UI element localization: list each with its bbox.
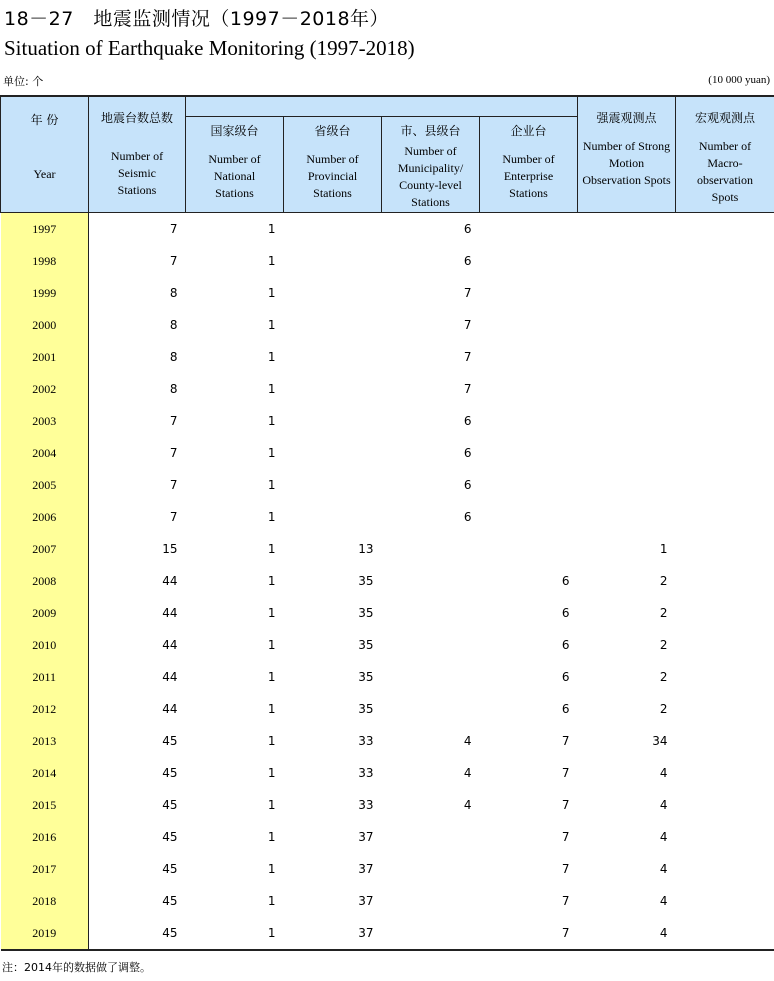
enterprise-cell (480, 437, 578, 469)
year-cell: 2003 (1, 405, 89, 437)
unit-label-english: (10 000 yuan) (708, 74, 770, 86)
table-row (1, 405, 774, 437)
table-row (1, 533, 774, 565)
table-row (1, 501, 774, 533)
year-cell: 2001 (1, 341, 89, 373)
macro-cell (676, 469, 774, 501)
year-cell: 2016 (1, 821, 89, 853)
enterprise-cell (480, 309, 578, 341)
table-header (1, 96, 774, 213)
macro-cell (676, 693, 774, 725)
municipal-cell: 7 (463, 382, 472, 396)
enterprise-cell: 7 (480, 917, 578, 950)
strong-cell: 2 (659, 670, 668, 684)
header-national-en: Number of National Stations (208, 152, 261, 200)
year-cell: 1997 (1, 213, 89, 246)
provincial-cell: 35 (358, 606, 374, 620)
strong-cell (578, 469, 676, 501)
provincial-cell: 33 (358, 798, 374, 812)
national-cell: 1 (267, 798, 276, 812)
enterprise-cell: 7 (561, 798, 570, 812)
year-cell: 2019 (1, 917, 89, 950)
macro-cell (676, 885, 774, 917)
table-row (1, 821, 774, 853)
header-municipal-cn: 市、县级台 (400, 124, 461, 138)
table-row (1, 789, 774, 821)
provincial-cell: 35 (358, 574, 374, 588)
provincial-cell: 37 (284, 917, 382, 950)
strong-cell (578, 373, 676, 405)
macro-cell (676, 597, 774, 629)
footnote: 注：2014年的数据做了调整。 (2, 961, 151, 974)
national-cell: 1 (186, 213, 284, 246)
header-municipal-en: Number of Municipality/ County-level Stations (397, 144, 464, 209)
total-cell: 45 (162, 734, 178, 748)
year-cell: 1999 (1, 277, 89, 309)
national-cell: 1 (267, 254, 276, 268)
macro-cell (676, 789, 774, 821)
header-strong-en: Number of Strong Motion Observation Spots (582, 139, 671, 187)
header-macro-en: Number of Macro-observation Spots (697, 139, 753, 204)
municipal-cell: 6 (463, 478, 472, 492)
enterprise-cell: 6 (561, 574, 570, 588)
national-cell: 1 (267, 478, 276, 492)
national-cell: 1 (267, 638, 276, 652)
table-row (1, 213, 774, 246)
provincial-cell: 35 (358, 702, 374, 716)
national-cell: 1 (267, 510, 276, 524)
table-row (1, 917, 774, 950)
enterprise-cell (480, 501, 578, 533)
year-cell: 2002 (1, 373, 89, 405)
municipal-cell: 6 (463, 510, 472, 524)
header-municipal (382, 117, 480, 213)
total-cell: 7 (169, 414, 178, 428)
provincial-cell: 37 (358, 894, 374, 908)
national-cell: 1 (267, 350, 276, 364)
national-cell: 1 (267, 446, 276, 460)
macro-cell (676, 629, 774, 661)
provincial-cell (284, 277, 382, 309)
enterprise-cell: 7 (561, 830, 570, 844)
macro-cell (676, 245, 774, 277)
macro-cell (676, 341, 774, 373)
header-macro (676, 96, 774, 213)
table-row (1, 309, 774, 341)
enterprise-cell: 6 (561, 702, 570, 716)
table-row (1, 853, 774, 885)
year-cell: 2005 (1, 469, 89, 501)
header-provincial (284, 117, 382, 213)
enterprise-cell: 6 (561, 638, 570, 652)
table-row (1, 341, 774, 373)
strong-cell (578, 213, 676, 246)
strong-cell: 2 (659, 638, 668, 652)
provincial-cell (284, 501, 382, 533)
year-cell: 2012 (1, 693, 89, 725)
enterprise-cell (480, 277, 578, 309)
strong-cell: 4 (659, 798, 668, 812)
earthquake-monitoring-table (0, 95, 774, 951)
table-row (1, 469, 774, 501)
year-cell: 2015 (1, 789, 89, 821)
total-cell: 7 (89, 213, 186, 246)
municipal-cell (382, 597, 480, 629)
national-cell: 1 (267, 670, 276, 684)
total-cell: 15 (162, 542, 178, 556)
total-cell: 7 (169, 510, 178, 524)
table-title-chinese: 18－27 地震监测情况（1997－2018年） (4, 8, 390, 30)
enterprise-cell: 7 (561, 862, 570, 876)
total-cell: 7 (169, 478, 178, 492)
enterprise-cell (480, 373, 578, 405)
total-cell: 44 (162, 574, 178, 588)
municipal-cell: 7 (463, 350, 472, 364)
header-year (1, 96, 89, 213)
municipal-cell: 6 (382, 213, 480, 246)
national-cell: 1 (267, 382, 276, 396)
macro-cell (676, 501, 774, 533)
strong-cell: 4 (578, 917, 676, 950)
enterprise-cell (480, 405, 578, 437)
provincial-cell (284, 437, 382, 469)
table-row (1, 757, 774, 789)
provincial-cell: 33 (358, 766, 374, 780)
macro-cell (676, 533, 774, 565)
municipal-cell: 4 (463, 798, 472, 812)
year-cell: 2011 (1, 661, 89, 693)
year-cell: 2009 (1, 597, 89, 629)
municipal-cell (382, 661, 480, 693)
macro-cell (676, 405, 774, 437)
header-national-cn: 国家级台 (210, 124, 259, 138)
municipal-cell (382, 885, 480, 917)
macro-cell (676, 213, 774, 246)
strong-cell: 4 (659, 862, 668, 876)
provincial-cell (284, 405, 382, 437)
enterprise-cell (480, 213, 578, 246)
table-title-english: Situation of Earthquake Monitoring (1997-2018) (4, 36, 415, 60)
total-cell: 45 (89, 917, 186, 950)
strong-cell: 2 (659, 702, 668, 716)
table-row (1, 629, 774, 661)
provincial-cell (284, 373, 382, 405)
macro-cell (676, 661, 774, 693)
strong-cell: 2 (659, 606, 668, 620)
provincial-cell: 13 (358, 542, 374, 556)
year-cell: 2007 (1, 533, 89, 565)
provincial-cell: 35 (358, 638, 374, 652)
header-provincial-en: Number of Provincial Stations (306, 152, 359, 200)
macro-cell (676, 853, 774, 885)
year-cell: 2008 (1, 565, 89, 597)
provincial-cell (284, 213, 382, 246)
total-cell: 45 (162, 894, 178, 908)
municipal-cell: 7 (463, 286, 472, 300)
total-cell: 44 (162, 702, 178, 716)
total-cell: 45 (162, 766, 178, 780)
national-cell: 1 (267, 606, 276, 620)
total-cell: 8 (169, 318, 178, 332)
table-row (1, 245, 774, 277)
macro-cell (676, 917, 774, 950)
municipal-cell (382, 917, 480, 950)
table-row (1, 693, 774, 725)
national-cell: 1 (267, 862, 276, 876)
provincial-cell: 37 (358, 830, 374, 844)
national-cell: 1 (267, 734, 276, 748)
header-enterprise (480, 117, 578, 213)
header-enterprise-en: Number of Enterprise Stations (502, 152, 555, 200)
municipal-cell (382, 693, 480, 725)
table-row (1, 373, 774, 405)
national-cell: 1 (267, 702, 276, 716)
macro-cell (676, 757, 774, 789)
table-row (1, 277, 774, 309)
provincial-cell (284, 341, 382, 373)
header-national (186, 117, 284, 213)
municipal-cell: 6 (463, 254, 472, 268)
enterprise-cell (480, 245, 578, 277)
year-cell: 2014 (1, 757, 89, 789)
strong-cell: 4 (659, 830, 668, 844)
header-total (89, 96, 186, 213)
strong-cell: 4 (659, 766, 668, 780)
total-cell: 45 (162, 830, 178, 844)
national-cell: 1 (267, 894, 276, 908)
year-cell: 2006 (1, 501, 89, 533)
macro-cell (676, 725, 774, 757)
macro-cell (676, 373, 774, 405)
total-cell: 7 (169, 254, 178, 268)
year-cell: 2004 (1, 437, 89, 469)
strong-cell (578, 405, 676, 437)
enterprise-cell (480, 341, 578, 373)
table-row (1, 725, 774, 757)
total-cell: 45 (162, 798, 178, 812)
provincial-cell: 37 (358, 862, 374, 876)
strong-cell: 34 (652, 734, 668, 748)
enterprise-cell (480, 533, 578, 565)
provincial-cell (284, 469, 382, 501)
enterprise-cell: 7 (561, 734, 570, 748)
year-cell: 1998 (1, 245, 89, 277)
header-year-en: Year (33, 167, 56, 181)
provincial-cell (284, 245, 382, 277)
total-cell: 44 (162, 606, 178, 620)
enterprise-cell: 6 (561, 670, 570, 684)
year-cell: 2000 (1, 309, 89, 341)
macro-cell (676, 437, 774, 469)
strong-cell (578, 245, 676, 277)
total-cell: 44 (162, 670, 178, 684)
municipal-cell (382, 853, 480, 885)
provincial-cell: 33 (358, 734, 374, 748)
data-table-container (0, 95, 774, 951)
macro-cell (676, 565, 774, 597)
municipal-cell (382, 533, 480, 565)
total-cell: 8 (169, 286, 178, 300)
macro-cell (676, 309, 774, 341)
year-cell: 2017 (1, 853, 89, 885)
macro-cell (676, 821, 774, 853)
strong-cell: 2 (659, 574, 668, 588)
strong-cell: 1 (659, 542, 668, 556)
national-cell: 1 (267, 766, 276, 780)
table-row (1, 597, 774, 629)
header-provincial-cn: 省级台 (314, 124, 351, 138)
municipal-cell: 4 (463, 734, 472, 748)
header-macro-cn: 宏观观测点 (694, 111, 755, 125)
national-cell: 1 (267, 318, 276, 332)
municipal-cell (382, 629, 480, 661)
total-cell: 44 (162, 638, 178, 652)
strong-cell (578, 501, 676, 533)
year-cell: 2013 (1, 725, 89, 757)
enterprise-cell: 6 (561, 606, 570, 620)
macro-cell (676, 277, 774, 309)
enterprise-cell (480, 469, 578, 501)
national-cell: 1 (267, 830, 276, 844)
table-row (1, 565, 774, 597)
year-cell: 2010 (1, 629, 89, 661)
national-cell: 1 (267, 286, 276, 300)
header-enterprise-cn: 企业台 (510, 124, 547, 138)
provincial-cell: 35 (358, 670, 374, 684)
municipal-cell (382, 821, 480, 853)
municipal-cell: 6 (463, 446, 472, 460)
table-row (1, 885, 774, 917)
header-group-spacer (186, 96, 578, 117)
table-row (1, 661, 774, 693)
municipal-cell: 7 (463, 318, 472, 332)
municipal-cell (382, 565, 480, 597)
header-year-cn: 年 份 (30, 113, 59, 127)
national-cell: 1 (267, 574, 276, 588)
strong-cell (578, 341, 676, 373)
header-total-cn: 地震台数总数 (100, 111, 173, 125)
national-cell: 1 (267, 542, 276, 556)
table-body (1, 213, 774, 951)
unit-label: 单位: 个 (3, 75, 44, 88)
header-total-en: Number of Seismic Stations (110, 149, 164, 197)
total-cell: 7 (169, 446, 178, 460)
municipal-cell: 4 (463, 766, 472, 780)
provincial-cell (284, 309, 382, 341)
header-strong-cn: 强震观测点 (596, 111, 657, 125)
header-strong-motion (578, 96, 676, 213)
strong-cell: 4 (659, 894, 668, 908)
strong-cell (578, 277, 676, 309)
total-cell: 8 (169, 382, 178, 396)
total-cell: 8 (169, 350, 178, 364)
enterprise-cell: 7 (561, 766, 570, 780)
municipal-cell: 6 (463, 414, 472, 428)
table-row (1, 437, 774, 469)
national-cell: 1 (186, 917, 284, 950)
total-cell: 45 (162, 862, 178, 876)
national-cell: 1 (267, 414, 276, 428)
enterprise-cell: 7 (561, 894, 570, 908)
year-cell: 2018 (1, 885, 89, 917)
strong-cell (578, 309, 676, 341)
strong-cell (578, 437, 676, 469)
